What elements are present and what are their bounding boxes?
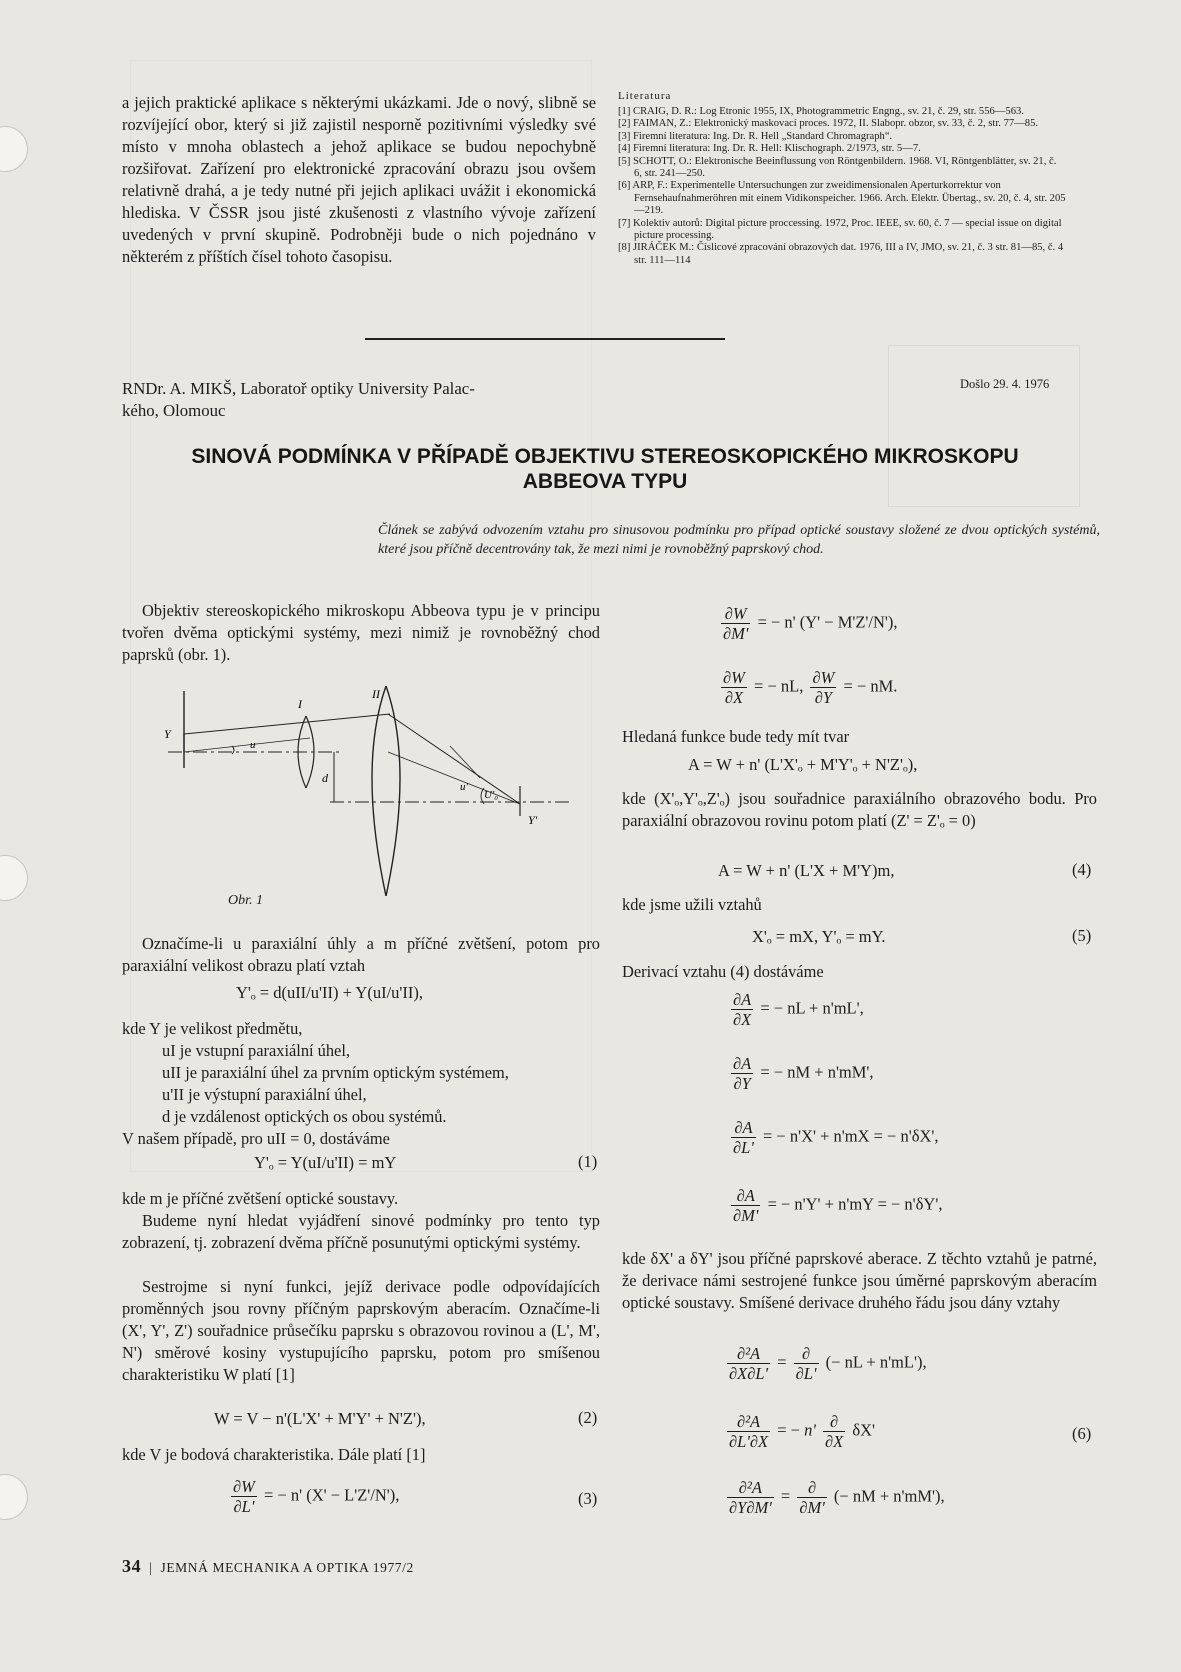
paragraph: Derivací vztahu (4) dostáváme xyxy=(622,962,824,981)
equation-1: Y'ₒ = Y(uI/u'II) = mY xyxy=(254,1153,397,1172)
journal-name: JEMNÁ MECHANIKA A OPTIKA 1977/2 xyxy=(160,1560,414,1575)
paragraph: Sestrojme si nyní funkci, jejíž derivace podle odpovídajících proměnných jsou rovny příčným paprskovým aberacím. Označíme-li (X', Y', Z') souřadnice průsečíku paprsku s obrazovou rovinou a (L', M', N') směrové kosiny vystupujícího paprsku, potom pro smíšenou charakteristiku W platí [1] xyxy=(122,1277,600,1384)
fraction: $\frac{\partial A}{\partial X}$ xyxy=(733,990,752,1029)
paragraph: kde jsme užili vztahů xyxy=(622,895,762,914)
article-title xyxy=(110,444,1100,494)
angle-arc-u xyxy=(232,746,234,754)
equation-rhs: (− nM + n'mM'), xyxy=(833,1486,945,1506)
equation-second-derivative-2: $\frac{\text{∂²A}}{\partial L'\partial X}$ = − n' $\frac{\partial}{\partial X}$ δX' xyxy=(729,1412,876,1451)
page-number: 34 xyxy=(122,1556,142,1576)
equation-rhs: = − nL + n'mL', xyxy=(760,998,864,1018)
equation-number: (5) xyxy=(1072,926,1092,945)
reference-item: [8] JIRÁČEK M.: Číslicové zpracování obrazových dat. 1976, III a IV, JMO, sv. 21, č. 3 str. 81—85, č. 4 str. 111—114 xyxy=(618,242,1064,266)
equation-dA-dM xyxy=(728,1186,942,1225)
definition-item: uII je paraxiální úhel za prvním optickým systémem, xyxy=(162,1063,509,1082)
fraction: $\frac{\partial W}{\partial M'}$ xyxy=(723,604,749,643)
reference-item: [4] Firemní literatura: Ing. Dr. R. Hell: Klischograph. 2/1973, str. 5—7. xyxy=(618,143,921,155)
equation-dA-dL xyxy=(728,1118,938,1157)
title-line: SINOVÁ PODMÍNKA V PŘÍPADĚ OBJEKTIVU STEREOSKOPICKÉHO MIKROSKOPU xyxy=(191,445,1019,468)
equation-rhs: = − n' (X' − L'Z'/N'), xyxy=(264,1485,400,1505)
paragraph: Objektiv stereoskopického mikroskopu Abbeova typu je v principu tvořen dvěma optickými systémy, mezi nimiž je rovnoběžný chod paprsků (obr. 1). xyxy=(122,601,600,664)
reference-item: [7] Kolektiv autorů: Digital picture proccessing. 1972, Proc. IEEE, sv. 60, č. 7 — special issue on digital picture processing. xyxy=(618,217,1062,242)
fraction: $\frac{\text{∂²A}}{\partial X\partial L'}$ xyxy=(729,1344,769,1383)
references-list xyxy=(618,106,1066,267)
equation-rhs: = − nM. xyxy=(843,676,898,696)
received-date: Došlo 29. 4. 1976 xyxy=(960,377,1050,391)
intro-text: a jejich praktické aplikace s některými ukázkami. Jde o nový, slibně se rozvíjející obor, který si již zajistil nesporně pozitivními výsledky své místo v mnoha oblastech a jehož aplikace se budou nepochybně rozšiřovat. Zařízení pro elektronické zpracování obrazu jsou ovšem relativně drahá, a je tedy nutné při jejich aplikaci uvážit i ekonomická hlediska. V ČSSR jsou jisté zkušenosti z vlastního vývoje zařízení uvedených v první skupině. Podrobněji bude o nich pojednáno v některém z příštích čísel tohoto časopisu. xyxy=(122,93,596,266)
equation-rhs: = − n' (Y' − M'Z'/N'), xyxy=(757,612,898,632)
equation-2: W = V − n'(L'X' + M'Y' + N'Z'), xyxy=(214,1409,426,1428)
label-angle-u0: U'₀ xyxy=(484,789,499,801)
equation-number: (1) xyxy=(578,1152,598,1171)
label-angle-u-prime: u' xyxy=(460,781,468,793)
author-block xyxy=(122,378,602,422)
label-lens-two: II xyxy=(372,687,380,701)
fraction: $\frac{\partial A}{\partial Y}$ xyxy=(733,1054,752,1093)
definition-item: d je vzdálenost optických os obou systémů. xyxy=(162,1107,447,1126)
equation-5: X'ₒ = mX, Y'ₒ = mY. xyxy=(752,927,886,946)
equation-second-derivative-3: $\frac{\text{∂²A}}{\partial Y\partial M'}$ = $\frac{\partial}{\partial M'}$ (− nM + n'mM'), xyxy=(729,1478,945,1517)
ray-aperture xyxy=(450,746,480,778)
label-Y: Y xyxy=(164,727,171,741)
author-affiliation: kého, Olomouc xyxy=(122,401,226,420)
equation-paraxial-image: Y'ₒ = d(uII/u'II) + Y(uI/u'II), xyxy=(236,983,423,1002)
ray-marginal xyxy=(184,738,310,752)
paragraph: kde m je příčné zvětšení optické soustavy. xyxy=(122,1189,399,1208)
definition-intro: kde Y je velikost předmětu, xyxy=(122,1019,303,1038)
label-distance-d: d xyxy=(322,771,328,785)
fraction: $\frac{\text{∂²A}}{\partial Y\partial M'}$ xyxy=(729,1478,772,1517)
equation-number: (4) xyxy=(1072,860,1092,879)
reference-item: [2] FAIMAN, Z.: Elektronický maskovací proces. 1972, II. Slabopr. obzor, sv. 33, č. 2, str. 77—85. xyxy=(618,118,1039,130)
paragraph: V našem případě, pro uII = 0, dostáváme xyxy=(122,1129,390,1148)
definitions-list xyxy=(162,1040,602,1128)
reference-item: [3] Firemní literatura: Ing. Dr. R. Hell „Standard Chromagraph“. xyxy=(618,130,893,142)
equation-3 xyxy=(228,1477,399,1516)
binder-hole xyxy=(0,1474,28,1520)
label-lens-one: I xyxy=(298,697,302,711)
binder-hole xyxy=(0,126,28,172)
lens-two-left xyxy=(372,686,386,896)
title-line: ABBEOVA TYPU xyxy=(522,470,688,493)
fraction: $\frac{\partial A}{\partial M'}$ xyxy=(733,1186,759,1225)
ray-refracted-two xyxy=(388,752,520,804)
label-Y-prime: Y' xyxy=(528,813,538,827)
references-title: Literatura xyxy=(618,90,672,102)
equation-number: (6) xyxy=(1072,1424,1092,1443)
paragraph: Označíme-li u paraxiální úhly a m příčné zvětšení, potom pro paraxiální velikost obrazu platí vztah xyxy=(122,934,600,975)
section-separator xyxy=(365,338,725,340)
fraction: $\frac{\text{∂²A}}{\partial L'\partial X}$ xyxy=(729,1412,769,1451)
fraction: $\frac{\partial}{\partial M'}$ xyxy=(799,1478,825,1517)
reference-item: [1] CRAIG, D. R.: Log Etronic 1955, IX, Photogrammetric Engng., sv. 21, č. 29, str. 556—563. xyxy=(618,106,1024,117)
equation-rhs: (− nL + n'mL'), xyxy=(825,1352,927,1372)
references xyxy=(618,90,1066,267)
fraction: $\frac{\partial W}{\partial Y}$ xyxy=(812,668,835,707)
fraction: $\frac{\partial}{\partial X}$ xyxy=(825,1412,844,1451)
label-angle-u: u xyxy=(250,739,256,751)
binder-hole xyxy=(0,855,28,901)
equation-number: (2) xyxy=(578,1408,598,1427)
equation-A: A = W + n' (L'X'ₒ + M'Y'ₒ + N'Z'ₒ), xyxy=(688,755,918,774)
paragraph: kde (X'ₒ,Y'ₒ,Z'ₒ) jsou souřadnice paraxiálního obrazového bodu. Pro paraxiální obrazovou rovinu potom platí (Z' = Z'ₒ = 0) xyxy=(622,789,1097,830)
equation-number: (3) xyxy=(578,1489,598,1508)
reference-item: [5] SCHOTT, O.: Elektronische Beeinflussung von Röntgenbildern. 1968. VI, Röntgenblätter, sv. 21, č. 6, str. 241—250. xyxy=(618,155,1057,180)
paragraph: Hledaná funkce bude tedy mít tvar xyxy=(622,727,850,746)
fraction: $\frac{\partial}{\partial L'}$ xyxy=(795,1344,817,1383)
equation-rhs: δX' xyxy=(852,1420,876,1440)
ray-refracted xyxy=(388,714,520,804)
equation-dA-dY xyxy=(728,1054,874,1093)
page-footer xyxy=(122,1556,414,1577)
abstract: Článek se zabývá odvozením vztahu pro sinusovou podmínku pro případ optické soustavy složené ze dvou optických systémů, které jsou příčně decentrovány tak, že mezi nimi je rovnoběžný paprskový chod. xyxy=(378,523,1100,557)
definition-item: u'II je výstupní paraxiální úhel, xyxy=(162,1085,367,1104)
equation-rhs: = − n'X' + n'mX = − n'δX', xyxy=(762,1126,939,1146)
equation-dW-dM xyxy=(718,604,898,643)
figure-caption: Obr. 1 xyxy=(228,893,264,908)
footer-divider: | xyxy=(149,1560,153,1575)
equation-second-derivative-1: $\frac{\text{∂²A}}{\partial X\partial L'}$ = $\frac{\partial}{\partial L'}$ (− nL + n'mL'), xyxy=(729,1344,927,1383)
paragraph: kde δX' a δY' jsou příčné paprskové aberace. Z těchto vztahů je patrné, že derivace námi sestrojené funkce jsou úměrné paprskovým aberacím optické soustavy. Smíšené derivace druhého řádu jsou dány vztahy xyxy=(622,1249,1097,1312)
equation-rhs: = − n'Y' + n'mY = − n'δY', xyxy=(767,1194,943,1214)
fraction: $\frac{\partial A}{\partial L'}$ xyxy=(733,1118,754,1157)
fraction: $\frac{\partial W}{\partial X}$ xyxy=(723,668,745,707)
definition-item: uI je vstupní paraxiální úhel, xyxy=(162,1041,350,1060)
equation-dW-dX-dY xyxy=(718,668,897,707)
ray-incident xyxy=(184,714,390,734)
intro-paragraph xyxy=(122,92,596,268)
equation-rhs: = − nL, xyxy=(754,676,804,696)
fraction: $\frac{\partial W}{\partial L'}$ xyxy=(233,1477,255,1516)
equation-dA-dX xyxy=(728,990,864,1029)
optical-diagram xyxy=(150,686,570,896)
author-line: RNDr. A. MIKŠ, Laboratoř optiky University Palac- xyxy=(122,379,475,398)
equation-4: A = W + n' (L'X + M'Y)m, xyxy=(718,861,895,880)
paragraph: kde V je bodová charakteristika. Dále platí [1] xyxy=(122,1445,426,1464)
equation-rhs: = − nM + n'mM', xyxy=(760,1062,874,1082)
reference-item: [6] ARP, F.: Experimentelle Untersuchungen zur zweidimensionalen Aperturkorrektur von Fernsehaufnahmeröhren mit einem Vidikonspeicher. 1966. Arch. Elektr. Übertag., sv. 20, č. 4, str. 205—219. xyxy=(618,180,1066,217)
paragraph: Budeme nyní hledat vyjádření sinové podmínky pro tento typ zobrazení, tj. zobrazení dvěma příčně posunutými optickými systémy. xyxy=(122,1211,600,1252)
